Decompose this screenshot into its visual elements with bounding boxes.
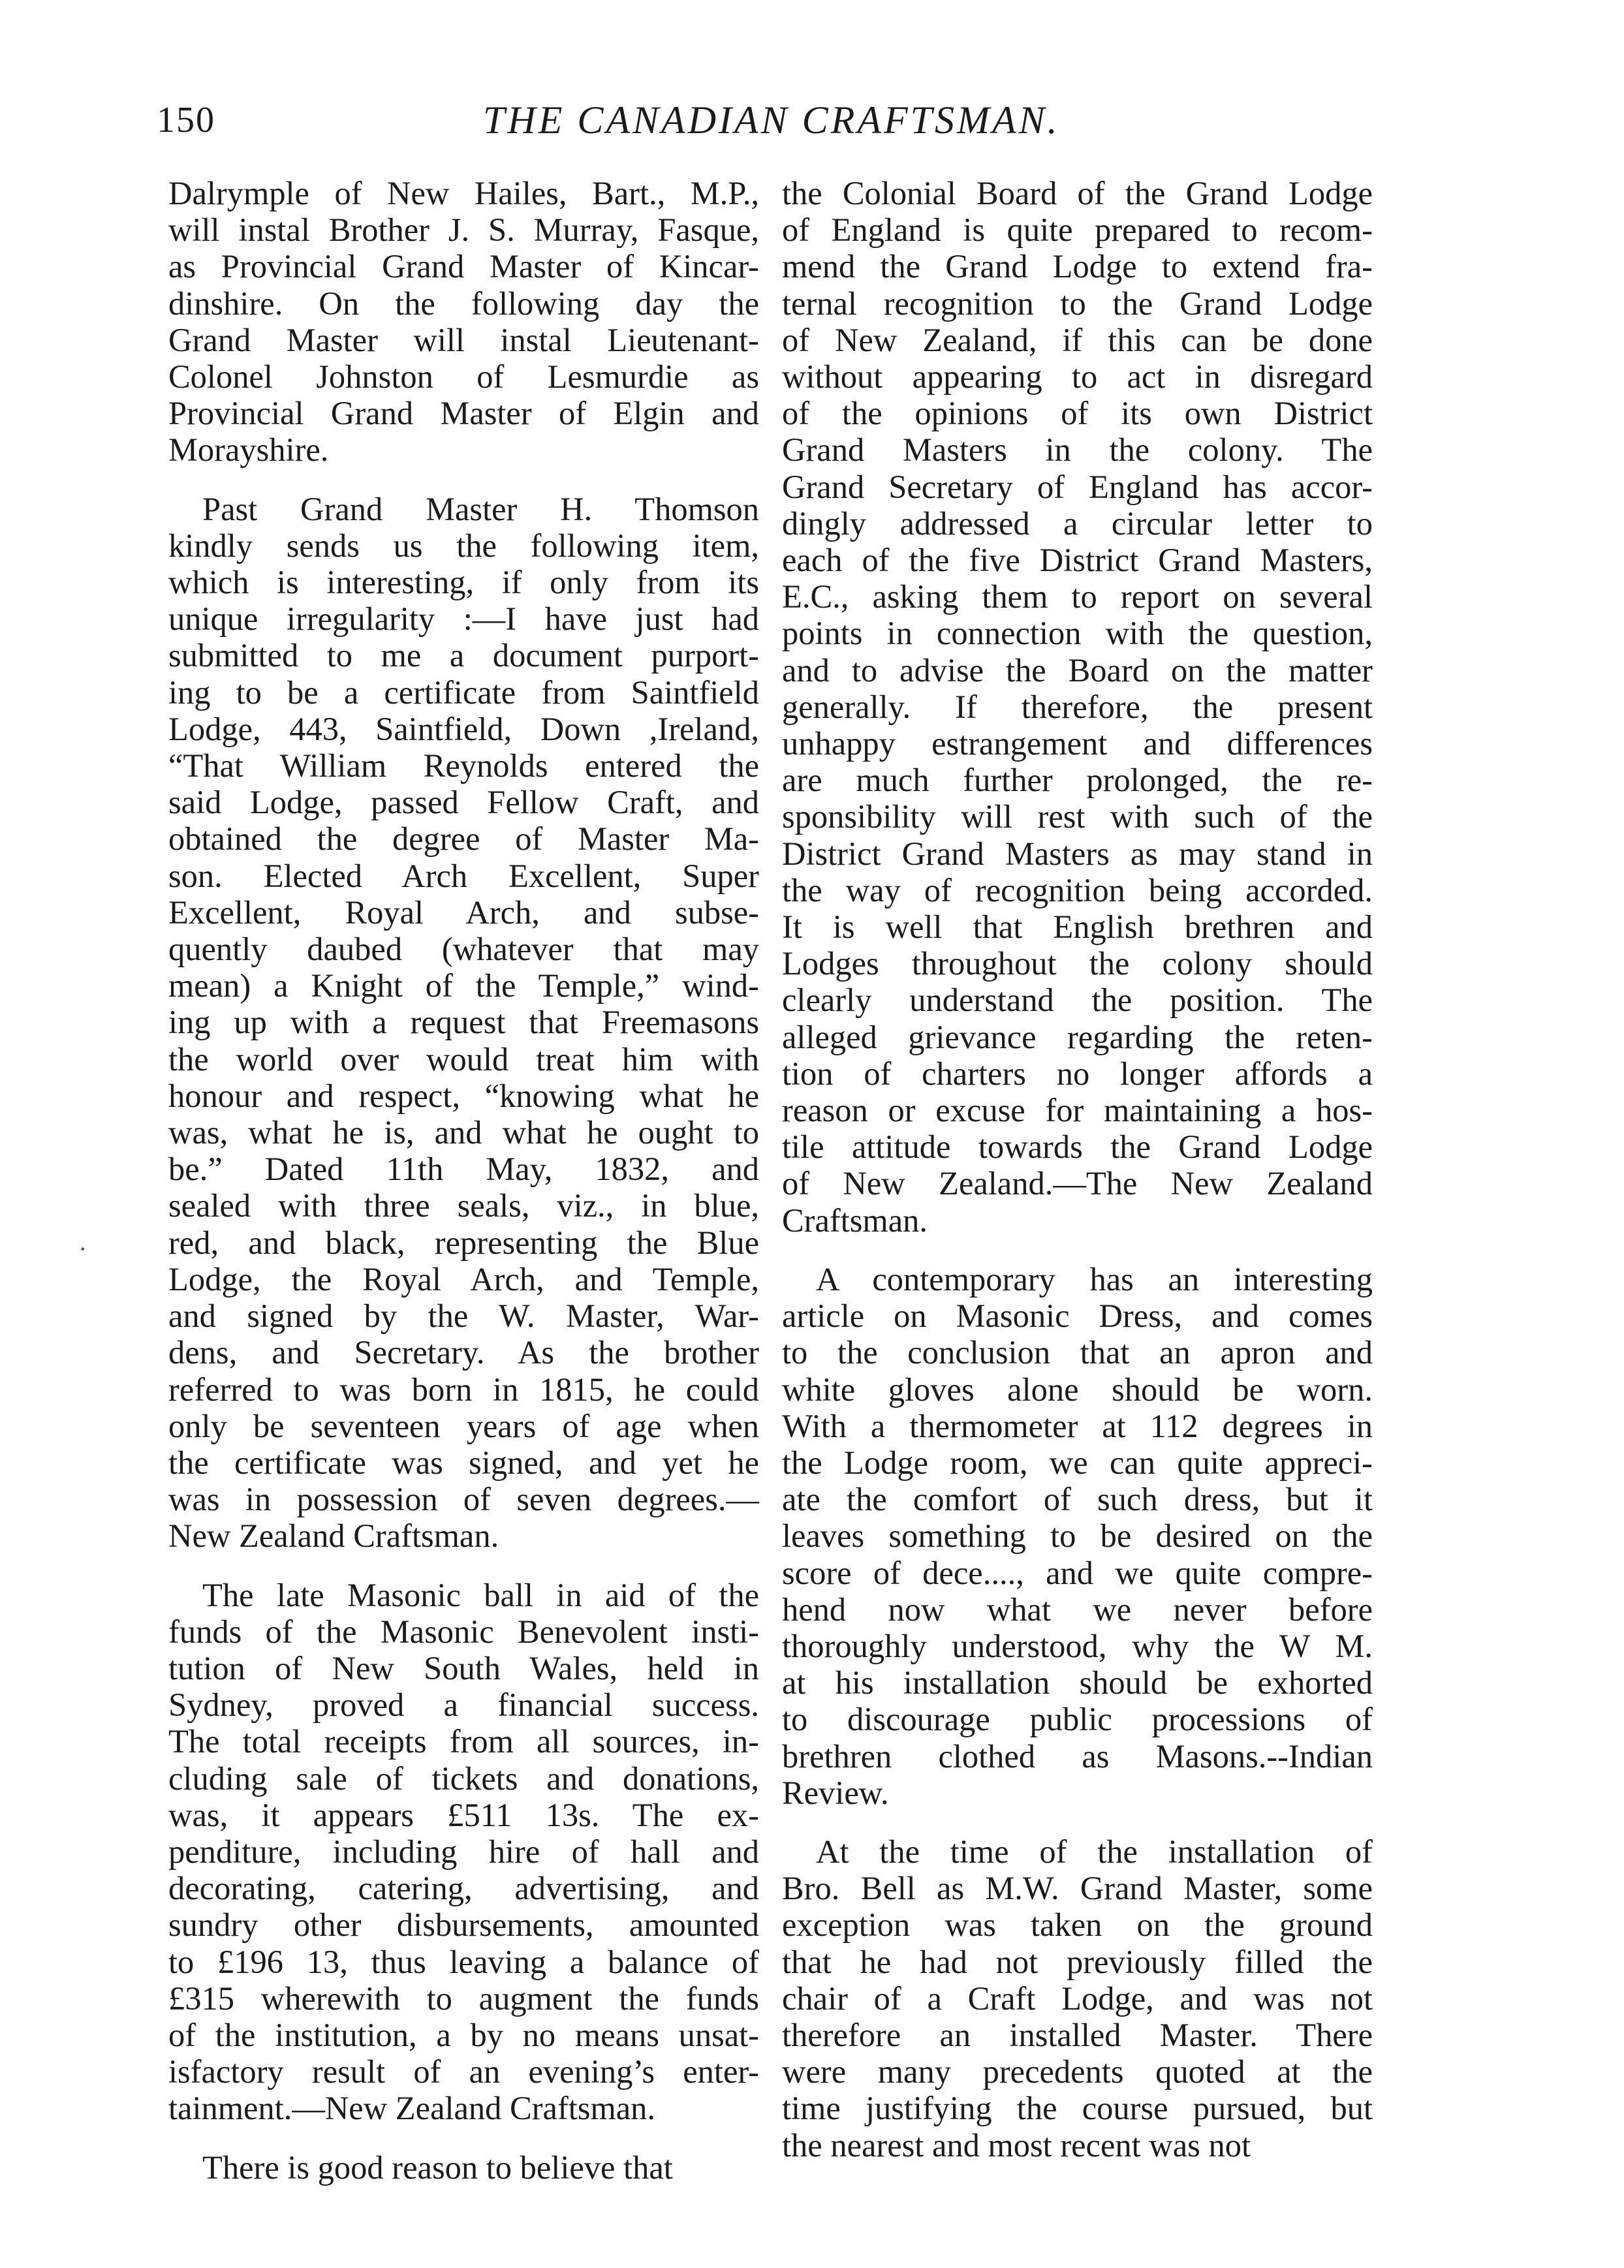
- text-line: Grand Master will instal Lieutenant-: [168, 321, 759, 358]
- text-line: the world over would treat him with: [168, 1040, 759, 1078]
- text-line: of the opinions of its own District: [782, 395, 1373, 432]
- text-line: District Grand Masters as may stand in: [782, 835, 1373, 872]
- text-line: Lodge, 443, Saintfield, Down ,Ireland,: [168, 710, 759, 747]
- text-line: red, and black, representing the Blue: [168, 1224, 759, 1261]
- paragraph: [782, 1833, 1373, 2164]
- text-line: score of dece...., and we quite compre-: [782, 1554, 1373, 1591]
- text-line: tainment.—New Zealand Craftsman.: [168, 2090, 656, 2127]
- text-line: time justifying the course pursued, but: [782, 2090, 1373, 2127]
- text-line: The late Masonic ball in aid of the: [202, 1576, 759, 1613]
- left-column: [168, 175, 759, 2186]
- text-line: tion of charters no longer affords a: [782, 1055, 1373, 1092]
- text-line: submitted to me a document purport-: [168, 637, 759, 674]
- text-line: therefore an installed Master. There: [782, 2016, 1373, 2053]
- text-line: ing up with a request that Freemasons: [168, 1004, 759, 1041]
- text-line: the Lodge room, we can quite appreci-: [782, 1444, 1373, 1481]
- text-line: was in possession of seven degrees.—: [168, 1481, 759, 1518]
- text-line: ing to be a certificate from Saintfield: [168, 674, 759, 711]
- text-line: tile attitude towards the Grand Lodge: [782, 1128, 1373, 1166]
- text-line: were many precedents quoted at the: [782, 2053, 1373, 2090]
- paragraph: [782, 1261, 1373, 1811]
- text-line: Sydney, proved a financial success.: [168, 1686, 759, 1724]
- text-line: each of the five District Grand Masters,: [782, 542, 1373, 579]
- text-line: Provincial Grand Master of Elgin and: [168, 395, 759, 432]
- text-line: Colonel Johnston of Lesmurdie as: [168, 358, 759, 396]
- text-line: Past Grand Master H. Thomson: [202, 490, 759, 527]
- text-line: clearly understand the position. The: [782, 982, 1373, 1019]
- text-line: dinshire. On the following day the: [168, 285, 759, 322]
- text-line: to discourage public processions of: [782, 1701, 1373, 1738]
- text-line: ternal recognition to the Grand Lodge: [782, 285, 1373, 322]
- text-line: as Provincial Grand Master of Kincar-: [168, 248, 759, 285]
- text-line: “That William Reynolds entered the: [168, 747, 759, 784]
- text-line: penditure, including hire of hall and: [168, 1833, 759, 1870]
- text-line: said Lodge, passed Fellow Craft, and: [168, 784, 759, 821]
- text-line: At the time of the installation of: [816, 1833, 1373, 1870]
- text-line: to the conclusion that an apron and: [782, 1334, 1373, 1371]
- text-line: reason or excuse for maintaining a hos-: [782, 1092, 1373, 1129]
- right-column: [782, 175, 1373, 2164]
- paragraph-gap: [168, 2127, 759, 2149]
- text-line: of the institution, a by no means unsat-: [168, 2016, 759, 2053]
- text-line: was, what he is, and what he ought to: [168, 1114, 759, 1151]
- text-line: dingly addressed a circular letter to: [782, 505, 1373, 542]
- text-line: kindly sends us the following item,: [168, 527, 759, 564]
- text-line: mend the Grand Lodge to extend fra-: [782, 248, 1373, 285]
- text-line: honour and respect, “knowing what he: [168, 1077, 759, 1114]
- text-line: Morayshire.: [168, 431, 329, 469]
- text-line: funds of the Masonic Benevolent insti-: [168, 1613, 759, 1650]
- text-line: isfactory result of an evening’s enter-: [168, 2053, 759, 2090]
- text-line: E.C., asking them to report on several: [782, 578, 1373, 615]
- text-line: only be seventeen years of age when: [168, 1407, 759, 1444]
- text-line: and to advise the Board on the matter: [782, 651, 1373, 689]
- stray-dot-mark: ·: [78, 1234, 87, 1264]
- text-line: thoroughly understood, why the W M.: [782, 1627, 1373, 1664]
- text-line: mean) a Knight of the Temple,” wind-: [168, 967, 759, 1004]
- text-line: the nearest and most recent was not: [782, 2126, 1251, 2164]
- page-number: 150: [157, 100, 215, 140]
- paragraph: [782, 175, 1373, 1239]
- text-line: sponsibility will rest with such of the: [782, 798, 1373, 835]
- text-line: decorating, catering, advertising, and: [168, 1870, 759, 1907]
- text-line: referred to was born in 1815, he could: [168, 1371, 759, 1408]
- text-line: of New Zealand.—The New Zealand: [782, 1165, 1373, 1202]
- text-line: are much further prolonged, the re-: [782, 762, 1373, 799]
- text-line: of New Zealand, if this can be done: [782, 321, 1373, 358]
- text-line: leaves something to be desired on the: [782, 1517, 1373, 1555]
- running-head: THE CANADIAN CRAFTSMAN.: [483, 99, 1060, 142]
- text-line: the Colonial Board of the Grand Lodge: [782, 175, 1373, 211]
- text-line: which is interesting, if only from its: [168, 564, 759, 601]
- text-line: A contemporary has an interesting: [816, 1260, 1373, 1297]
- text-line: quently daubed (whatever that may: [168, 931, 759, 968]
- text-line: dens, and Secretary. As the brother: [168, 1334, 759, 1371]
- text-line: the certificate was signed, and yet he: [168, 1444, 759, 1481]
- text-line: £315 wherewith to augment the funds: [168, 1980, 759, 2017]
- text-line: of England is quite prepared to recom-: [782, 211, 1373, 249]
- text-line: cluding sale of tickets and donations,: [168, 1760, 759, 1797]
- text-line: generally. If therefore, the present: [782, 688, 1373, 725]
- paragraph-gap: [168, 1555, 759, 1577]
- text-line: sundry other disbursements, amounted: [168, 1906, 759, 1944]
- text-line: Bro. Bell as M.W. Grand Master, some: [782, 1870, 1373, 1907]
- text-line: New Zealand Craftsman.: [168, 1517, 499, 1555]
- text-line: hend now what we never before: [782, 1591, 1373, 1628]
- paragraph: [168, 175, 759, 469]
- text-line: that he had not previously filled the: [782, 1943, 1373, 1980]
- text-line: son. Elected Arch Excellent, Super: [168, 857, 759, 894]
- text-line: at his installation should be exhorted: [782, 1664, 1373, 1701]
- text-line: article on Masonic Dress, and comes: [782, 1297, 1373, 1335]
- text-line: The total receipts from all sources, in-: [168, 1723, 759, 1760]
- text-line: and signed by the W. Master, War-: [168, 1297, 759, 1335]
- text-line: There is good reason to believe that: [202, 2149, 673, 2186]
- paragraph-gap: [782, 1239, 1373, 1261]
- text-line: unhappy estrangement and differences: [782, 725, 1373, 762]
- text-line: chair of a Craft Lodge, and was not: [782, 1980, 1373, 2017]
- text-line: Dalrymple of New Hailes, Bart., M.P.,: [168, 175, 759, 211]
- text-line: alleged grievance regarding the reten-: [782, 1018, 1373, 1055]
- paragraph: [168, 491, 759, 1555]
- text-line: without appearing to act in disregard: [782, 358, 1373, 396]
- text-line: With a thermometer at 112 degrees in: [782, 1407, 1373, 1444]
- text-line: Grand Masters in the colony. The: [782, 431, 1373, 469]
- text-line: obtained the degree of Master Ma-: [168, 820, 759, 858]
- text-line: Review.: [782, 1774, 889, 1811]
- text-line: will instal Brother J. S. Murray, Fasque,: [168, 211, 759, 249]
- text-line: exception was taken on the ground: [782, 1906, 1373, 1944]
- paragraph: [168, 1577, 759, 2127]
- text-line: white gloves alone should be worn.: [782, 1371, 1373, 1408]
- text-line: It is well that English brethren and: [782, 909, 1373, 946]
- text-line: brethren clothed as Masons.--Indian: [782, 1737, 1373, 1775]
- text-line: the way of recognition being accorded.: [782, 871, 1373, 909]
- text-line: unique irregularity :—I have just had: [168, 600, 759, 638]
- text-line: Lodge, the Royal Arch, and Temple,: [168, 1260, 759, 1297]
- text-line: tution of New South Wales, held in: [168, 1649, 759, 1686]
- text-line: sealed with three seals, viz., in blue,: [168, 1187, 759, 1224]
- text-line: was, it appears £511 13s. The ex-: [168, 1796, 759, 1833]
- text-line: Craftsman.: [782, 1202, 928, 1239]
- text-line: to £196 13, thus leaving a balance of: [168, 1943, 759, 1980]
- paragraph-gap: [168, 469, 759, 491]
- text-line: Excellent, Royal Arch, and subse-: [168, 893, 759, 931]
- text-line: ate the comfort of such dress, but it: [782, 1481, 1373, 1518]
- text-line: be.” Dated 11th May, 1832, and: [168, 1151, 759, 1188]
- text-line: points in connection with the question,: [782, 615, 1373, 652]
- paragraph: [168, 2149, 759, 2186]
- paragraph-gap: [782, 1811, 1373, 1833]
- text-line: Grand Secretary of England has accor-: [782, 468, 1373, 505]
- text-line: Lodges throughout the colony should: [782, 945, 1373, 982]
